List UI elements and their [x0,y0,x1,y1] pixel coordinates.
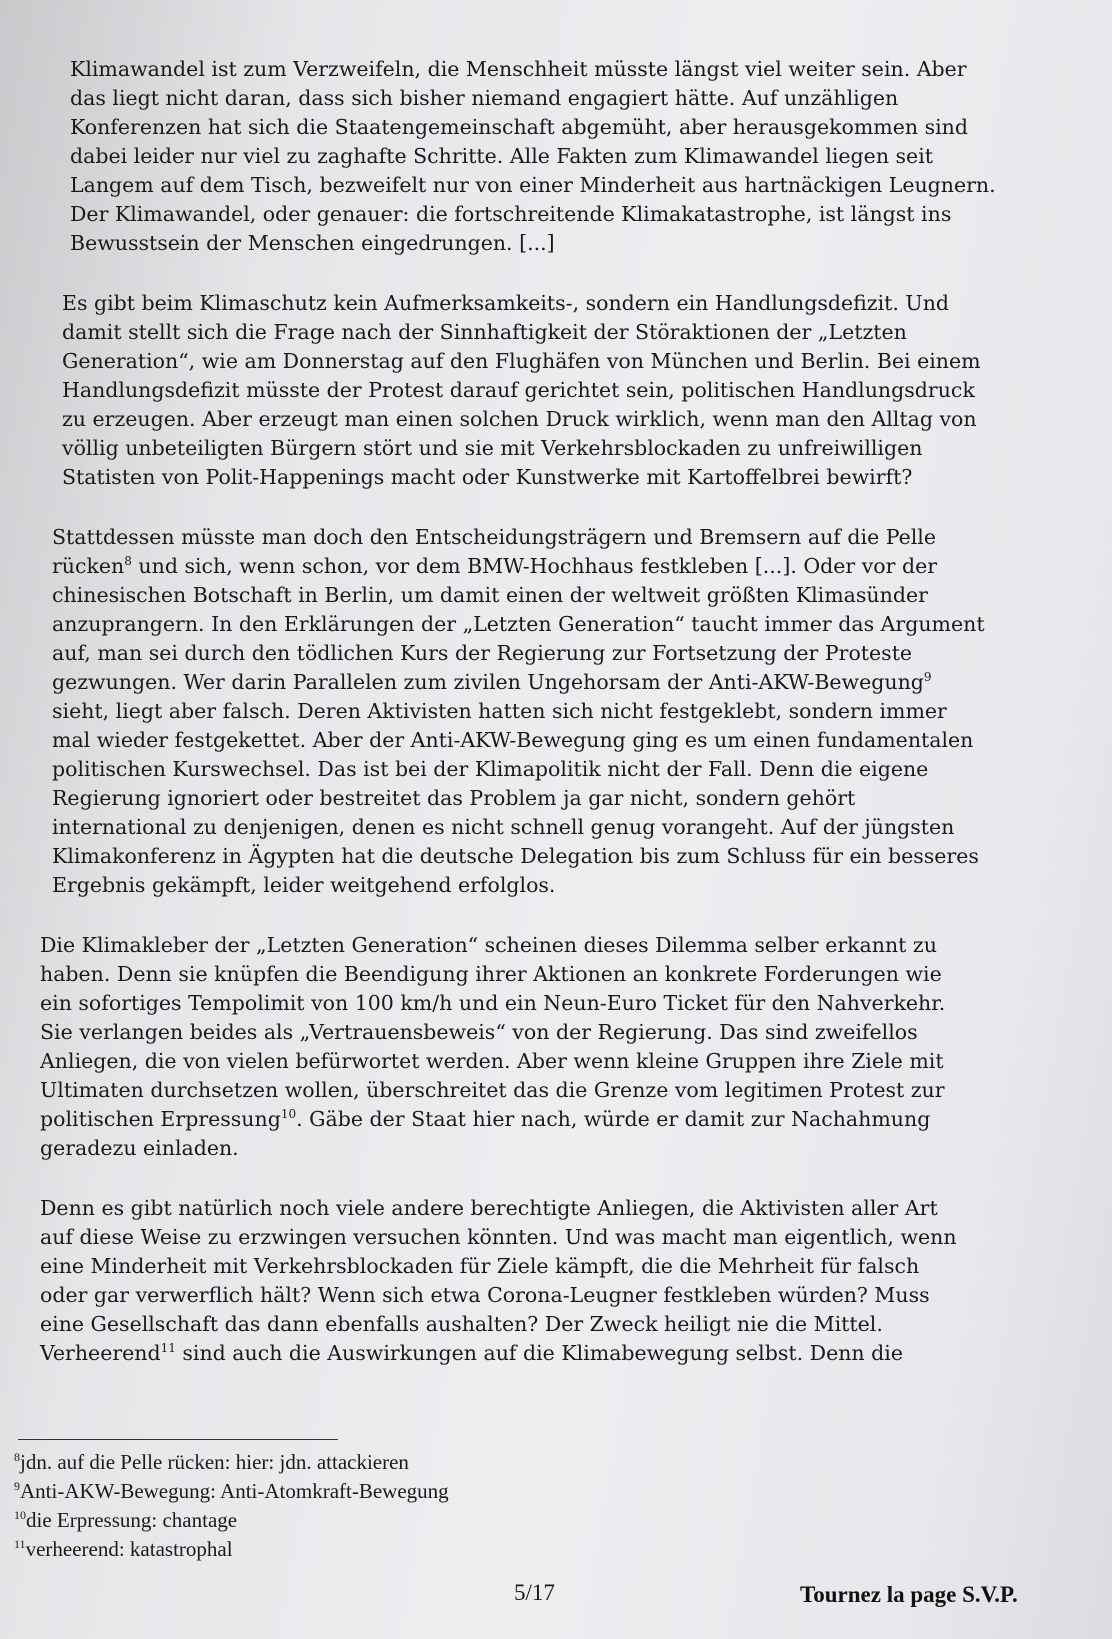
text-line: das liegt nicht daran, dass sich bisher niemand engagiert hätte. Auf unzähligen [70,86,899,110]
text-line: Klimakonferenz in Ägypten hat die deutsche Delegation bis zum Schluss für ein besseres [52,844,979,868]
text-line: oder gar verwerflich hält? Wenn sich etwa Corona-Leugner festkleben würden? Muss [40,1283,930,1307]
footnote-marker: 10 [280,1107,297,1122]
footnote-text: die Erpressung: chantage [26,1508,238,1532]
article-body [40,55,996,1399]
footnote-10 [14,1506,449,1535]
paragraph-2 [40,289,980,492]
text-line: auf diese Weise zu erzwingen versuchen könnten. Und was macht man eigentlich, wenn [40,1225,957,1249]
text-line: Der Klimawandel, oder genauer: die fortschreitende Klimakatastrophe, ist längst ins [70,202,952,226]
footnote-number: 11 [14,1537,26,1551]
paragraph-4 [40,931,980,1163]
text-line: Verheerend$^{11}$ sind auch die Auswirkungen auf die Klimabewegung selbst. Denn die [40,1341,903,1365]
text-line: Bewusstsein der Menschen eingedrungen. [...] [70,231,555,255]
text-line: auf, man sei durch den tödlichen Kurs der Regierung zur Fortsetzung der Proteste [52,641,913,665]
paragraph-1 [40,55,996,258]
text-line: damit stellt sich die Frage nach der Sinnhaftigkeit der Störaktionen der „Letzten [62,320,907,344]
text-line: rücken$^8$ und sich, wenn schon, vor dem BMW-Hochhaus festkleben [...]. Oder vor der [52,554,938,578]
text-line: Generation“, wie am Donnerstag auf den Flughäfen von München und Berlin. Bei einem [62,349,981,373]
text-line: Die Klimakleber der „Letzten Generation“ scheinen dieses Dilemma selber erkannt zu [40,933,937,957]
text-line: Ergebnis gekämpft, leider weitgehend erfolglos. [52,873,556,897]
page-number: 5/17 [514,1580,555,1605]
footnote-9 [14,1477,449,1506]
text-line: Denn es gibt natürlich noch viele andere berechtigte Anliegen, die Aktivisten aller Art [40,1196,938,1220]
text-line: ein sofortiges Tempolimit von 100 km/h und ein Neun-Euro Ticket für den Nahverkehr. [40,991,946,1015]
footnote-divider [18,1439,338,1440]
text-line: völlig unbeteiligten Bürgern stört und sie mit Verkehrsblockaden zu unfreiwilligen [62,436,923,460]
turn-page-note: Tournez la page S.V.P. [800,1582,1018,1607]
text-line: dabei leider nur viel zu zaghafte Schritte. Alle Fakten zum Klimawandel liegen seit [70,144,933,168]
text-line: Stattdessen müsste man doch den Entscheidungsträgern und Bremsern auf die Pelle [52,525,936,549]
text-line: Sie verlangen beides als „Vertrauensbeweis“ von der Regierung. Das sind zweifellos [40,1020,918,1044]
text-line: politischen Erpressung$^{10}$. Gäbe der Staat hier nach, würde er damit zur Nachahmung [40,1107,931,1131]
footnote-text: jdn. auf die Pelle rücken: hier: jdn. attackieren [20,1450,409,1474]
footnote-number: 10 [14,1508,26,1522]
text-line: Regierung ignoriert oder bestreitet das Problem ja gar nicht, sondern gehört [52,786,856,810]
footnote-11 [14,1535,449,1564]
footnotes [14,1448,449,1564]
text-line: zu erzeugen. Aber erzeugt man einen solchen Druck wirklich, wenn man den Alltag von [62,407,977,431]
text-line: Klimawandel ist zum Verzweifeln, die Menschheit müsste längst viel weiter sein. Aber [70,57,967,81]
text-line: Konferenzen hat sich die Staatengemeinschaft abgemüht, aber herausgekommen sind [70,115,968,139]
footnote-text: Anti-AKW-Bewegung: Anti-Atomkraft-Bewegung [20,1479,449,1503]
text-line: mal wieder festgekettet. Aber der Anti-AKW-Bewegung ging es um einen fundamentalen [52,728,974,752]
text-line: international zu denjenigen, denen es nicht schnell genug vorangeht. Auf der jüngsten [52,815,955,839]
text-line: anzuprangern. In den Erklärungen der „Letzten Generation“ taucht immer das Argument [52,612,985,636]
footnote-marker: 8 [124,554,132,569]
text-line: Statisten von Polit-Happenings macht oder Kunstwerke mit Kartoffelbrei bewirft? [62,465,913,489]
text-line: chinesischen Botschaft in Berlin, um damit einen der weltweit größten Klimasünder [52,583,928,607]
footnote-number: 9 [14,1479,20,1493]
text-line: Handlungsdefizit müsste der Protest darauf gerichtet sein, politischen Handlungsdruck [62,378,975,402]
paragraph-5 [40,1194,980,1368]
text-line: Es gibt beim Klimaschutz kein Aufmerksamkeits-, sondern ein Handlungsdefizit. Und [62,291,950,315]
text-line: geradezu einladen. [40,1136,239,1160]
text-line: eine Gesellschaft das dann ebenfalls aushalten? Der Zweck heiligt nie die Mittel. [40,1312,883,1336]
footnote-text: verheerend: katastrophal [25,1537,233,1561]
footnote-8 [14,1448,449,1477]
text-line: eine Minderheit mit Verkehrsblockaden für Ziele kämpft, die die Mehrheit für falsch [40,1254,920,1278]
footnote-marker: 9 [923,670,932,685]
footnote-number: 8 [14,1450,20,1464]
text-line: sieht, liegt aber falsch. Deren Aktivisten hatten sich nicht festgeklebt, sondern immer [52,699,947,723]
footnote-marker: 11 [160,1341,176,1356]
text-line: haben. Denn sie knüpfen die Beendigung ihrer Aktionen an konkrete Forderungen wie [40,962,942,986]
text-line: gezwungen. Wer darin Parallelen zum zivilen Ungehorsam der Anti-AKW-Bewegung$^9$ [52,670,932,694]
text-line: politischen Kurswechsel. Das ist bei der Klimapolitik nicht der Fall. Denn die eigene [52,757,929,781]
text-line: Langem auf dem Tisch, bezweifelt nur von einer Minderheit aus hartnäckigen Leugnern. [70,173,996,197]
paragraph-3 [40,523,985,900]
text-line: Ultimaten durchsetzen wollen, überschreitet das die Grenze vom legitimen Protest zur [40,1078,945,1102]
text-line: Anliegen, die von vielen befürwortet werden. Aber wenn kleine Gruppen ihre Ziele mit [40,1049,944,1073]
